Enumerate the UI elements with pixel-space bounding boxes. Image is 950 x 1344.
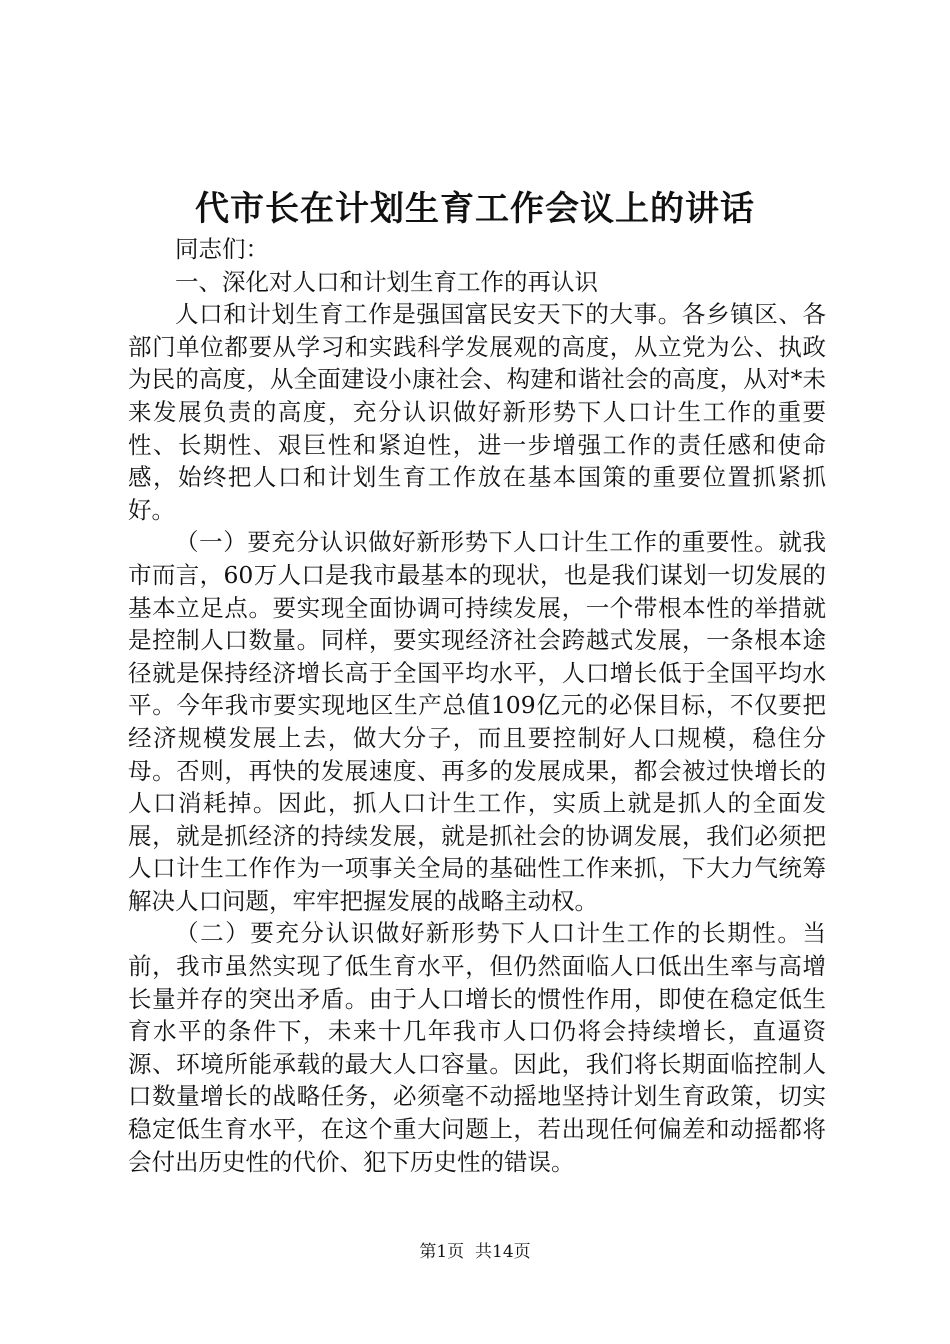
document-title: 代市长在计划生育工作会议上的讲话 [195,189,755,229]
document-body [128,233,826,1178]
body-paragraph: （二）要充分认识做好新形势下人口计生工作的长期性。当前，我市虽然实现了低生育水平，但仍然面临人口低出生率与高增长量并存的突出矛盾。由于人口增长的惯性作用，即使在稳定低生育水平的条件下，未来十几年我市人口仍将会持续增长，直逼资源、环境所能承载的最大人口容量。因此，我们将长期面临控制人口数量增长的战略任务，必须毫不动摇地坚持计划生育政策，切实稳定低生育水平，在这个重大问题上，若出现任何偏差和动摇都将会付出历史性的代价、犯下历史性的错误。 [128,919,826,1176]
body-paragraph: 人口和计划生育工作是强国富民安天下的大事。各乡镇区、各部门单位都要从学习和实践科学发展观的高度，从立党为公、执政为民的高度，从全面建设小康社会、构建和谐社会的高度，从对*未来发展负责的高度，充分认识做好新形势下人口计生工作的重要性、长期性、艰巨性和紧迫性，进一步增强工作的责任感和使命感，始终把人口和计划生育工作放在基本国策的重要位置抓紧抓好。 [128,300,826,524]
salutation: 同志们： [175,235,269,263]
section-heading: 一、深化对人口和计划生育工作的再认识 [175,267,598,296]
footer-separator [464,1242,475,1262]
body-paragraph: （一）要充分认识做好新形势下人口计生工作的重要性。就我市而言，60万人口是我市最基本的现状，也是我们谋划一切发展的基本立足点。要实现全面协调可持续发展，一个带根本性的举措就是控制人口数量。同样，要实现经济社会跨越式发展，一条根本途径就是保持经济增长高于全国平均水平，人口增长低于全国平均水平。今年我市要实现地区生产总值109亿元的必保目标，不仅要把经济规模发展上去，做大分子，而且要控制好人口规模，稳住分母。否则，再快的发展速度、再多的发展成果，都会被过快增长的人口消耗掉。因此，抓人口计生工作，实质上就是抓人的全面发展，就是抓经济的持续发展，就是抓社会的协调发展，我们必须把人口计生工作作为一项事关全局的基础性工作来抓，下大力气统筹解决人口问题，牢牢把握发展的战略主动权。 [128,528,826,915]
page-total: 共14页 [475,1242,531,1262]
page-number: 第1页 [419,1242,465,1262]
page-footer [0,1240,950,1264]
